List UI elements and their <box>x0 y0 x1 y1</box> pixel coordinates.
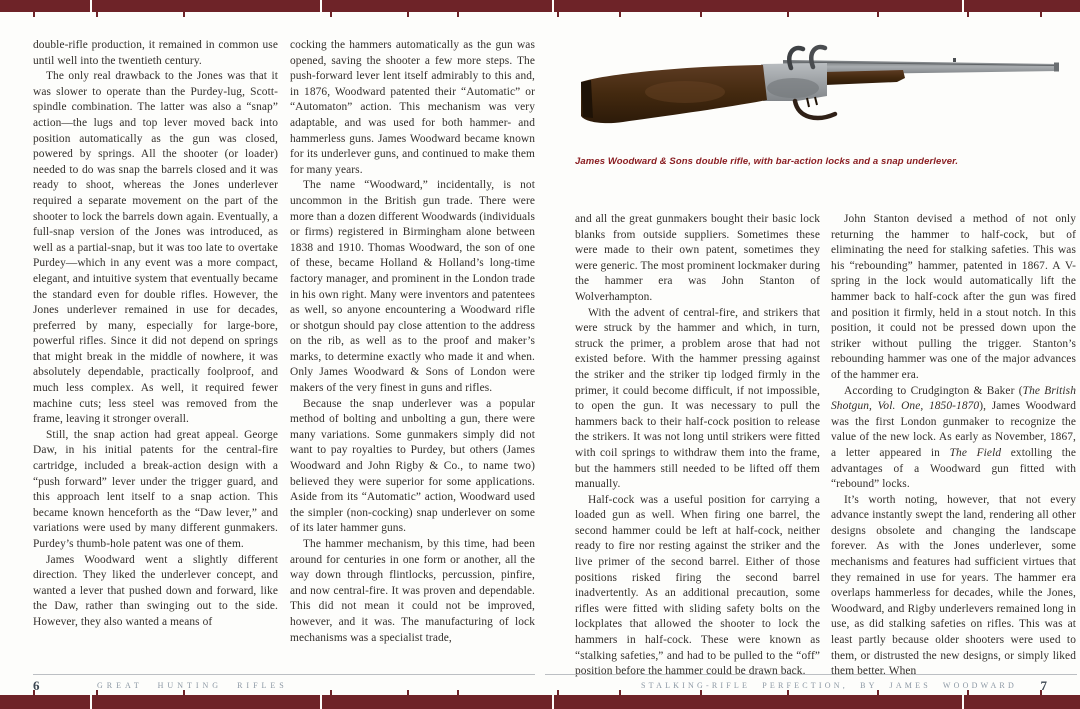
left-page-column-2 <box>290 38 535 646</box>
paragraph: cocking the hammers automatically as the gun was opened, saving the shooter a few more steps. The push-forward lever lent itself admirably to this and, in 1876, Woodward patented their “Automatic” or “Automaton” action. This mechanism was very adaptable, and was used for both hammer- and hammerless guns. James Woodward became known for its underlever guns, and continued to make them for many years. <box>290 39 535 176</box>
double-rifle-illustration <box>565 8 1065 150</box>
paragraph: According to Crudgington & Baker (The British Shotgun, Vol. One, 1850-1870), James Woodward was the first London gunmaker to recognize the value of the new lock. As early as November, 1867, a letter appeared in The Field extolling the advantages of a Woodward gun fitted with “rebound” locks. <box>831 384 1077 491</box>
rifle-photo <box>565 8 1065 150</box>
right-running-title: STALKING-RIFLE PERFECTION, BY JAMES WOODWARD <box>641 681 1017 690</box>
paragraph: John Stanton devised a method of not only returning the hammer to half-cock, but of eliminating the need for stalking safeties. This was his “rebounding” hammer, patented in 1867. A V-spring in the lock would automatically lift the hammer back to half-cock after the gun was fired and position it firmly, held in a stout notch. In this position, it could not be pressed down upon the striker without pulling the trigger. Stanton’s rebounding hammer was one of the major advances of the hammer era. <box>831 213 1076 381</box>
paragraph: double-rifle production, it remained in common use until well into the twentieth century. <box>33 39 278 67</box>
paragraph: With the advent of central-fire, and strikers that were struck by the hammer and which, in turn, struck the primer, a problem arose that had not existed before. With the hammer pressing against the striker and the striker tip lodged firmly in the primer, it could become difficult, if not impossible, to open the gun. It was necessary to pull the hammers back to their half-cock position to release the strikers. It was not long until strikers were fitted with coil springs to withdraw them into the frame, but the hammers still needed to be lifted off them manually. <box>575 306 820 491</box>
right-page-column-1 <box>575 212 820 680</box>
left-page-number: 6 <box>33 678 40 693</box>
left-page-column-1 <box>33 38 278 631</box>
paragraph: The only real drawback to the Jones was that it was slower to operate than the Purdey-lug, Scott-spindle combination. The latter was also a “snap” action—the lugs and top lever moved back into position automatically as the gun was closed, powered by springs. All the shooter (or loader) needed to do was snap the barrels closed and it was ready to shoot, whereas the Jones underlever required a separate movement on the part of the shooter to lock the barrels down again. Eventually, a full-snap version of the Jones was introduced, as well as a partial-snap, but it was too late to overtake Purdey—which in any event was a more compact, elegant, and intuitive system that eventually became the standard even for double rifles. However, the Jones underlever remained in use for decades, preferred by many, especially for large-bore, powerful rifles. Since it did not depend on springs that might break in the middle of nowhere, it was absolutely dependable, practically foolproof, and much less complex. As well, it required fewer machine cuts; less steel was removed from the frame, leaving it stronger overall. <box>33 70 278 426</box>
photo-caption: James Woodward & Sons double rifle, with bar-action locks and a snap underlever. <box>575 156 959 167</box>
paragraph: Still, the snap action had great appeal. George Daw, in his initial patents for the central-fire cartridge, included a break-action design with a “push forward” lever under the trigger guard, and this approach lent itself to a snap action. This became known henceforth as the “Daw lever,” and variations were used by many different gunmakers. Purdey’s thumb-hole patent was one of them. <box>33 428 278 550</box>
paragraph: It’s worth noting, however, that not every advance instantly swept the land, rendering all other designs obsolete and changing the landscape forever. As with the Jones underlever, some mechanisms and features had sufficient virtues that they remained in use for years. The hammer era overlaps hammerless for decades, while the Jones, Woodward, and Rigby underlevers remained long in use, as did stalking safeties on rifles. This was at least partly because older shooters were used to them, or distrusted the new designs, or simply liked them better. When <box>831 493 1076 678</box>
paragraph: and all the great gunmakers bought their basic lock blanks from outside suppliers. Sometimes these were made to their own patent, sometimes they were generic. The most prominent lockmaker during the hammer era was John Stanton of Wolverhampton. <box>575 213 820 303</box>
paragraph: Because the snap underlever was a popular method of bolting and unbolting a gun, there were many variations. Some gunmakers simply did not want to pay royalties to Purdey, but others (James Woodward and John Rigby & Co., to name two) believed they were superior for some applications. Aside from its “Automatic” action, Woodward used the simpler (non-cocking) snap underlever on some of its later hammer guns. <box>290 397 535 535</box>
paragraph: Half-cock was a useful position for carrying a loaded gun as well. When firing one barrel, the second hammer could be left at half-cock, neither ready to fire nor resting against the striker and the live primer of the second barrel. Either of those positions risked firing the second barrel inadvertently. As an additional precaution, some rifles were fitted with sliding safety bolts on the lockplates that allowed the shooter to lock the hammers in half-cock. These were known as “stalking safeties,” and had to be pulled to the “off” position before the hammer could be drawn back. <box>575 493 820 678</box>
paragraph: The name “Woodward,” incidentally, is not uncommon in the British gun trade. There were more than a dozen different Woodwards (individuals or firms) registered in Birmingham alone between 1838 and 1910. Thomas Woodward, the son of one of these, became Holland & Holland’s long-time factory manager, and prominent in the London trade in his own right. Many were inventors and patentees as well, so anyone encountering a Woodward rifle or shotgun should pay close attention to the address on the rib, as well as to the proof and maker’s marks, to determine exactly who made it and when. Only James Woodward & Sons of London were makers of the very finest in guns and rifles. <box>290 179 535 395</box>
paragraph: The hammer mechanism, by this time, had been around for centuries in one form or another, all the way down through flintlocks, percussion, pinfire, and now central-fire. It was proven and dependable. This did not mean it could not be improved, however, and it was. The manufacturing of lock mechanisms was a specialist trade, <box>290 538 535 644</box>
left-running-title: GREAT HUNTING RIFLES <box>97 681 288 690</box>
left-page-footer <box>33 674 535 695</box>
paragraph: James Woodward went a slightly different direction. They liked the underlever concept, and wanted a lever that pushed down and forward, like the Daw, rather than swinging out to the side. However, they also wanted a means of <box>33 553 278 628</box>
right-page-column-2 <box>831 212 1076 680</box>
right-page-footer <box>545 674 1077 695</box>
bottom-border-band <box>0 695 1080 709</box>
right-page-number: 7 <box>1040 678 1047 693</box>
